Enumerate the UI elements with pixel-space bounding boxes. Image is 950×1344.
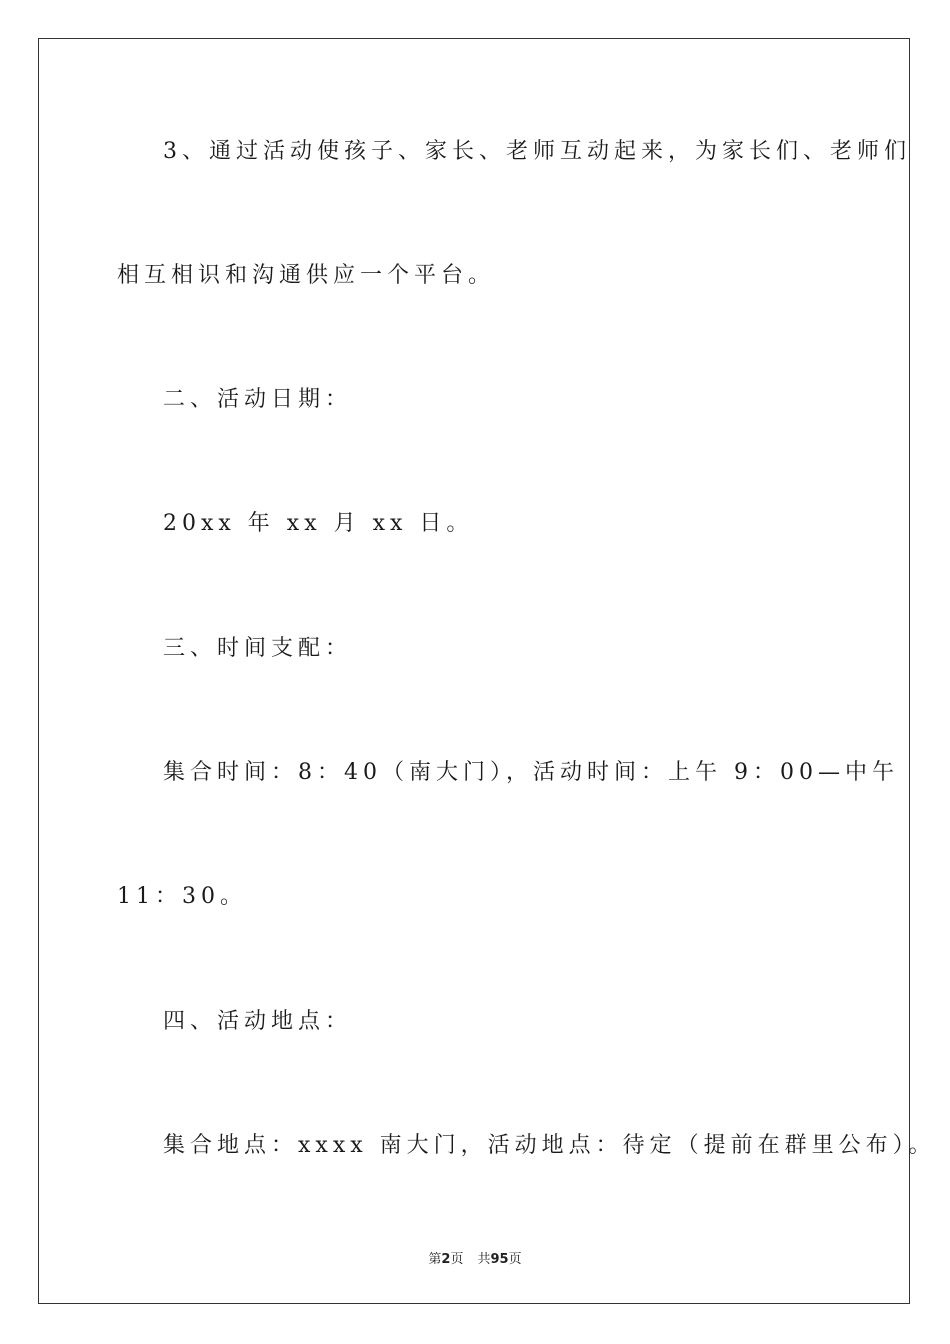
- footer-page-prefix: 第: [428, 1252, 442, 1267]
- footer-page-suffix: 页: [450, 1252, 464, 1267]
- activity-location-value: 集合地点：xxxx 南大门，活动地点：待定（提前在群里公布）。: [163, 1133, 936, 1158]
- activity-date-value: 20xx 年 xx 月 xx 日。: [163, 511, 474, 536]
- footer-page-number: 2: [441, 1252, 451, 1267]
- footer-total-pages: 95: [490, 1252, 509, 1267]
- page-border: [38, 38, 910, 1304]
- paragraph-goal-3-line2: 相互相识和沟通供应一个平台。: [117, 263, 496, 288]
- time-schedule-line2: 11：30。: [117, 884, 247, 909]
- footer-total-prefix: 共: [477, 1252, 491, 1267]
- heading-activity-location: 四、活动地点：: [163, 1009, 353, 1034]
- heading-activity-date: 二、活动日期：: [163, 387, 353, 412]
- footer-total-suffix: 页: [508, 1252, 522, 1267]
- paragraph-goal-3-line1: 3、通过活动使孩子、家长、老师互动起来，为家长们、老师们: [163, 139, 911, 164]
- time-schedule-line1: 集合时间：8：40（南大门），活动时间：上午 9：00—中午: [163, 760, 899, 785]
- page-footer: [0, 1248, 950, 1267]
- heading-time-schedule: 三、时间支配：: [163, 636, 353, 661]
